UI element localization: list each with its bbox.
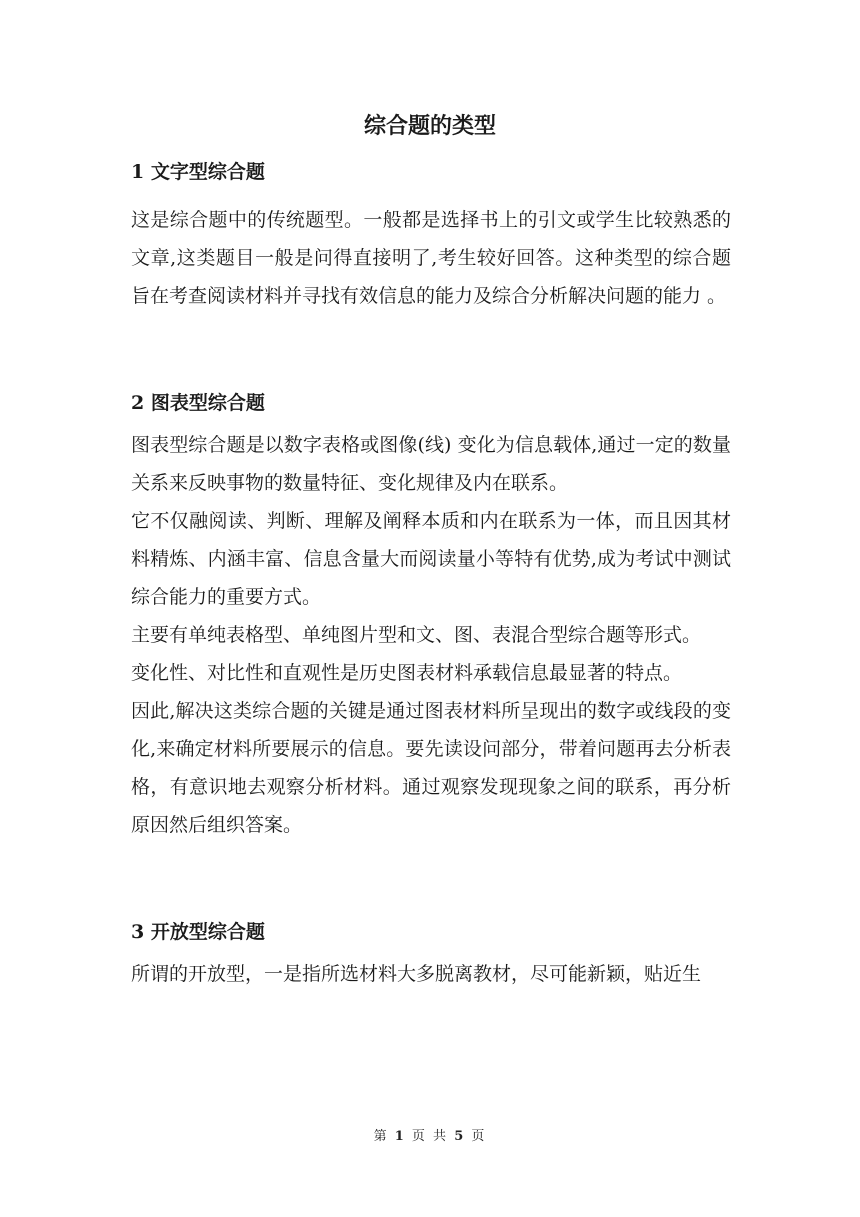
current-page-number: 1: [394, 1129, 406, 1144]
paragraph: 因此,解决这类综合题的关键是通过图表材料所呈现出的数字或线段的变化,来确定材料所要展示的信息。要先读设问部分，带着问题再去分析表格，有意识地去观察分析材料。通过观察发现现象之间的联系，再分析原因然后组织答案。: [131, 700, 731, 836]
document-title: 综合题的类型: [363, 113, 496, 139]
section-heading: 1 文字型综合题: [131, 161, 265, 183]
document-body: [131, 155, 731, 993]
section-open-type: [131, 915, 731, 993]
section-text-type: [131, 155, 731, 315]
footer-suffix: 页: [471, 1129, 487, 1144]
page-footer: [0, 1128, 860, 1146]
paragraph: 它不仅融阅读、判断、理解及阐释本质和内在联系为一体，而且因其材料精炼、内涵丰富、信息含量大而阅读量小等特有优势,成为考试中测试综合能力的重要方式。: [131, 510, 731, 608]
paragraph: 变化性、对比性和直观性是历史图表材料承载信息最显著的特点。: [131, 662, 683, 684]
total-page-count: 5: [454, 1129, 466, 1144]
paragraph: 图表型综合题是以数字表格或图像(线) 变化为信息载体,通过一定的数量关系来反映事物的数量特征、变化规律及内在联系。: [131, 434, 731, 494]
paragraph: 这是综合题中的传统题型。一般都是选择书上的引文或学生比较熟悉的文章,这类题目一般是问得直接明了,考生较好回答。这种类型的综合题旨在考查阅读材料并寻找有效信息的能力及综合分析解决问题的能力 。: [131, 209, 731, 307]
paragraph: 所谓的开放型，一是指所选材料大多脱离教材，尽可能新颖，贴近生: [131, 963, 702, 985]
section-heading: 3 开放型综合题: [131, 921, 265, 943]
section-heading: 2 图表型综合题: [131, 392, 265, 414]
section-chart-type: [131, 386, 731, 844]
footer-middle: 页 共: [411, 1129, 449, 1144]
footer-prefix: 第: [373, 1129, 389, 1144]
paragraph: 主要有单纯表格型、单纯图片型和文、图、表混合型综合题等形式。: [131, 624, 702, 646]
